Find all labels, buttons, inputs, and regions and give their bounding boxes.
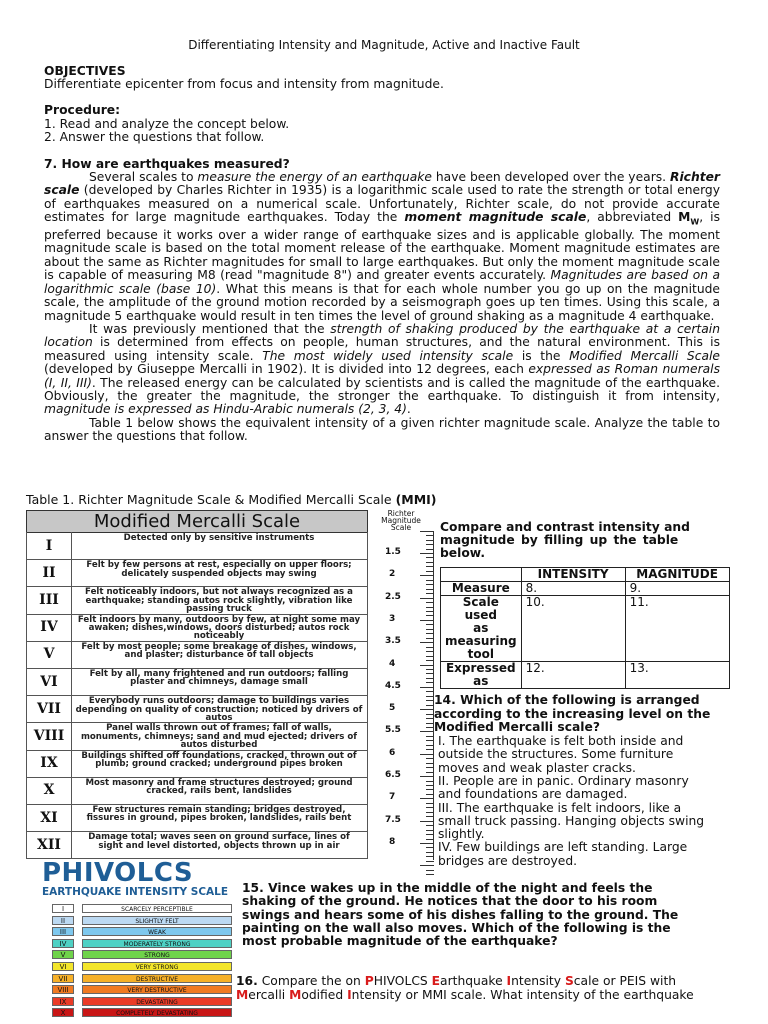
question-15-line: painting on the wall also moves. Which of the following is the [242,920,671,935]
mercalli-row [26,777,368,805]
text-italic: Magnitudes are based on a logarithmic scale (base 10) [44,268,720,296]
mercalli-row [26,668,368,696]
peis-row [52,1008,232,1017]
table-header-row [441,568,730,582]
table-row [441,662,730,689]
question-14-option-3: slightly. [438,827,485,842]
paragraph-1 [44,171,720,323]
text-italic: Modified Mercalli Scale [569,348,720,363]
text: . The released energy can be calculated by scientists and is called the magnitude of the earthquake. Obviously, the greater the magnitude, the stronger the earthquake. To distinguish it from intensity, [44,375,720,403]
mercalli-description: Panel walls thrown out of frames; fall of walls, monuments, chimneys; sand and mud ejected; drivers of autos disturbed [80,723,358,751]
question-14-line: Modified Mercalli scale? [434,720,600,734]
peis-label: VERY STRONG [82,962,232,971]
text: , abbreviated [586,210,679,225]
peis-row [52,916,232,925]
richter-header [368,510,434,531]
peis-level: I [52,904,74,913]
mercalli-row [26,831,368,859]
acronym-letter: S [564,974,574,988]
richter-value-label: 3 [389,613,396,624]
objectives-text: Differentiate epicenter from focus and intensity from magnitude. [44,77,444,91]
peis-label: MODERATELY STRONG [82,939,232,948]
procedure-step-2: 2. Answer the questions that follow. [44,130,265,144]
text-italic: strength of shaking produced by the earthquake at a certain location [44,321,720,350]
text: is the [513,348,570,363]
peis-row [52,939,232,948]
mercalli-description: Few structures remain standing; bridges destroyed, fissures in ground, pipes broken, landslides, rails bent [86,805,352,824]
table-1-caption [26,493,437,506]
question-14-option-3: III. The earthquake is felt indoors, like a [438,800,682,815]
answer-cell-11[interactable]: 11. [625,596,729,662]
row-label [441,596,522,662]
peis-row [52,904,232,913]
mercalli-description: Felt noticeably indoors, but not always recognized as a earthquake; standing autos rock slightly, vibration like passing truck [85,587,353,615]
richter-value-label: 2 [389,569,396,580]
answer-cell-13[interactable]: 13. [625,662,729,689]
ruler-tick [420,731,434,732]
mercalli-description: Felt indoors by many, outdoors by few, at night some may awaken; dishes,windows, doors disturbed; autos rock noticeably [77,614,361,642]
answer-cell-9[interactable]: 9. [625,582,729,596]
question-number: 16. [236,974,258,988]
paragraph-3: Table 1 below shows the equivalent intensity of a given richter magnitude scale. Analyze the table to answer the questions that follow. [44,415,720,444]
question-14-line: 14. Which of the following is arranged [434,693,700,707]
richter-value-label: 5.5 [385,725,401,736]
ruler-tick [426,874,434,875]
text: Compare the on [257,974,365,988]
mercalli-level: I [27,532,72,559]
compare-table [440,567,730,689]
question-15-line: most probable magnitude of the earthquake? [242,934,558,949]
peis-figure [42,860,232,1024]
row-label [441,662,522,689]
question-14-option-1: outside the structures. Some furniture [438,747,674,762]
question-14-option-4: bridges are destroyed. [438,853,578,868]
label-line: tool [467,647,494,661]
mercalli-level: V [27,641,72,668]
text: . What this means is that for each whole number you go up on the magnitude scale, the amplitude of the ground motion recorded by a seismograph goes up ten times. Using this scale, a magnitude 5 earthquake would result in ten times the level of ground shaking as a magnitude 4 earthquake. [44,281,720,323]
mercalli-row [26,586,368,614]
ruler-tick [420,598,434,599]
acronym-letter: E [431,974,441,988]
peis-row [52,997,232,1006]
peis-level: V [52,950,74,959]
caption-text: Table 1. Richter Magnitude Scale & Modified Mercalli Scale [26,492,396,507]
table-row [441,596,730,662]
compare-instruction-2: magnitude by filling up the table [440,533,679,547]
document-title: Differentiating Intensity and Magnitude, Active and Inactive Fault [188,38,580,52]
table-row [441,582,730,596]
text: arthquake [440,974,507,988]
richter-header-line: Scale [390,523,412,532]
question-14-option-2: and foundations are damaged. [438,787,628,802]
question-14-option-1: I. The earthquake is felt both inside and [438,734,684,748]
mercalli-row [26,722,368,750]
question-15-line: 15. Vince wakes up in the middle of the night and feels the [242,881,653,895]
mw-symbol: M [678,210,691,225]
mercalli-level: IX [27,750,72,777]
text: Several scales to [89,170,198,184]
mercalli-level: X [27,777,72,804]
text: HIVOLCS [373,974,432,988]
ruler-tick [420,531,434,532]
label-line: as [473,674,489,688]
mercalli-row [26,559,368,587]
mercalli-header: Modified Mercalli Scale [26,510,368,533]
peis-label: STRONG [82,950,232,959]
label-line: Scale used [462,595,499,622]
acronym-letter: M [236,988,249,1002]
question-7-body [44,171,720,444]
mercalli-level: II [27,559,72,586]
text: have been developed over the years. [431,170,670,184]
richter-value-label: 4.5 [385,680,401,691]
ruler-tick [426,870,434,871]
richter-value-label: 7.5 [385,814,401,825]
mercalli-level: VI [27,668,72,695]
mercalli-description: Felt by few persons at rest, especially on upper floors; delicately suspended objects may swing [86,560,352,579]
mercalli-level: XII [27,831,72,858]
acronym-letter: M [289,988,302,1002]
richter-term: Richter scale [44,170,720,198]
header-magnitude: MAGNITUDE [625,568,729,582]
text-italic: The most widely used intensity scale [262,348,514,363]
ruler-tick [420,665,434,666]
ruler-tick [420,709,434,710]
mercalli-row [26,614,368,642]
ruler-tick [420,620,434,621]
question-14-line: according to the increasing level on the [434,707,711,721]
mercalli-description: Detected only by sensitive instruments [123,533,315,543]
richter-value-label: 3.5 [385,636,401,647]
mercalli-row [26,532,368,560]
richter-value-label: 2.5 [385,591,401,602]
question-14-option-4: IV. Few buildings are left standing. Large [438,840,688,855]
question-14-option-3: small truck passing. Hanging objects swing [438,813,705,828]
moment-magnitude-term: moment magnitude scale [404,210,587,225]
richter-value-label: 6.5 [385,770,401,781]
peis-label: COMPLETELY DEVASTATING [82,1008,232,1017]
question-16-line-1 [236,975,676,988]
peis-level: VI [52,962,74,971]
peis-row [52,950,232,959]
procedure-heading: Procedure: [44,103,121,117]
peis-label: SLIGHTLY FELT [82,916,232,925]
text: cale or PEIS with [573,974,677,988]
ruler-tick [420,865,434,866]
mercalli-description: Damage total; waves seen on ground surface, lines of sight and level distorted, objects thrown up in air [88,832,350,851]
question-16-line-2 [236,989,694,1002]
ruler-tick [420,843,434,844]
mercalli-row [26,750,368,778]
compare-instruction-3: below. [440,546,486,560]
text: , is preferred because it works over a wider range of earthquake sizes and is applicable globally. The moment magnitude scale is based on the total moment release of the earthquake. Moment magnitude estimates are about the same as Richter magnitudes for small to large earthquakes. But only the moment magnitude scale is capable of measuring M8 (read "magnitude 8") and greater events accurately. [44,210,720,283]
mercalli-level: IV [27,614,72,641]
header-intensity: INTENSITY [521,568,625,582]
peis-level: III [52,927,74,936]
answer-cell-10[interactable]: 10. [521,596,625,662]
peis-label: SCARCELY PERCEPTIBLE [82,904,232,913]
mercalli-level: III [27,586,72,613]
mercalli-row [26,804,368,832]
ruler-tick [420,776,434,777]
paragraph-2 [44,323,720,417]
peis-label: WEAK [82,927,232,936]
label-line: as [473,621,489,635]
objectives-heading: OBJECTIVES [44,64,126,78]
ruler-tick [420,553,434,554]
text: is determined from effects on people, human structures, and the natural environment. This is measured using intensity scale. [44,335,720,363]
peis-subtitle: EARTHQUAKE INTENSITY SCALE [42,886,229,898]
mercalli-description: Buildings shifted off foundations, cracked, thrown out of plumb; ground cracked; underground pipes broken [81,750,357,769]
procedure-step-1: 1. Read and analyze the concept below. [44,117,290,131]
peis-level: IX [52,997,74,1006]
text: ercalli [248,988,290,1002]
richter-value-label: 6 [389,747,396,758]
peis-label: VERY DESTRUCTIVE [82,985,232,994]
text: (developed by Charles Richter in 1935) is a logarithmic scale used to rate the strength or total energy of earthquakes measured on a numerical scale. Unfortunately, Richter scale, do not provide accurate estimates for large magnitude earthquakes. Today the [44,183,720,225]
mercalli-level: VIII [27,722,72,749]
peis-label: DESTRUCTIVE [82,974,232,983]
answer-cell-8[interactable]: 8. [521,582,625,596]
label-line: Expressed [445,661,516,675]
ruler-tick [426,861,434,862]
richter-header-line: Richter [387,509,415,518]
richter-header-line: Magnitude [381,516,421,525]
text-italic: expressed as Roman numerals (I, II, III) [44,362,721,390]
peis-row [52,927,232,936]
ruler-tick [420,798,434,799]
peis-row [52,985,232,994]
peis-level: IV [52,939,74,948]
mercalli-level: XI [27,804,72,831]
mercalli-description: Felt by most people; some breakage of dishes, windows, and plaster; disturbance of tall objects [81,641,357,661]
richter-value-label: 8 [389,837,396,847]
peis-level: II [52,916,74,925]
mercalli-row [26,695,368,723]
mw-subscript: W [690,217,700,227]
text: odified [301,988,348,1002]
peis-row [52,974,232,983]
richter-value-label: 4 [389,658,396,669]
question-14-option-1: moves and weak plaster cracks. [438,760,636,775]
acronym-letter: I [347,988,352,1002]
peis-label: DEVASTATING [82,997,232,1006]
peis-title: PHIVOLCS [42,858,194,888]
acronym-letter: I [506,974,512,988]
peis-level: VII [52,974,74,983]
caption-bold: (MMI) [395,492,437,507]
richter-value-label: 7 [389,792,396,803]
question-15-line: shaking of the ground. He notices that the door to his room [242,894,658,909]
text: . [406,402,411,417]
peis-level: VIII [52,985,74,994]
mercalli-row [26,641,368,669]
answer-cell-12[interactable]: 12. [521,662,625,689]
mercalli-description: Everybody runs outdoors; damage to buildings varies depending on quality of construction; noticed by drivers of autos [75,696,363,723]
question-15-line: swings and hears some of his dishes falling to the ground. The [242,907,679,922]
text: It was previously mentioned that the [89,321,331,336]
richter-value-label: 5 [389,703,396,714]
text: ntensity [511,974,565,988]
header-blank [441,568,522,582]
question-7-heading: 7. How are earthquakes measured? [44,157,290,171]
acronym-letter: P [364,974,374,988]
mercalli-scale-figure [26,510,434,860]
richter-scale-ruler [371,532,434,860]
peis-row [52,962,232,971]
text: ntensity or MMI scale. What intensity of the earthquake [351,988,694,1002]
label-line: measuring [445,634,517,648]
ruler-tick [420,642,434,643]
peis-level: X [52,1008,74,1017]
ruler-tick [420,754,434,755]
ruler-tick [420,687,434,688]
text-italic: magnitude is expressed as Hindu-Arabic numerals (2, 3, 4) [44,402,407,417]
row-label: Measure [441,582,522,596]
question-14-option-2: II. People are in panic. Ordinary masonry [438,773,689,788]
mercalli-description: Most masonry and frame structures destroyed; ground cracked, rails bent, landslides [85,777,353,797]
text: (developed by Giuseppe Mercalli in 1902). It is divided into 12 degrees, each [44,362,529,377]
compare-instruction-1: Compare and contrast intensity and [440,520,690,534]
ruler-tick [420,821,434,822]
ruler-tick [420,575,434,576]
text-italic: measure the energy of an earthquake [197,170,432,184]
richter-value-label: 1.5 [385,547,401,557]
mercalli-level: VII [27,695,72,722]
mercalli-description: Felt by all, many frightened and run outdoors; falling plaster and chimneys, damage small [89,669,349,688]
